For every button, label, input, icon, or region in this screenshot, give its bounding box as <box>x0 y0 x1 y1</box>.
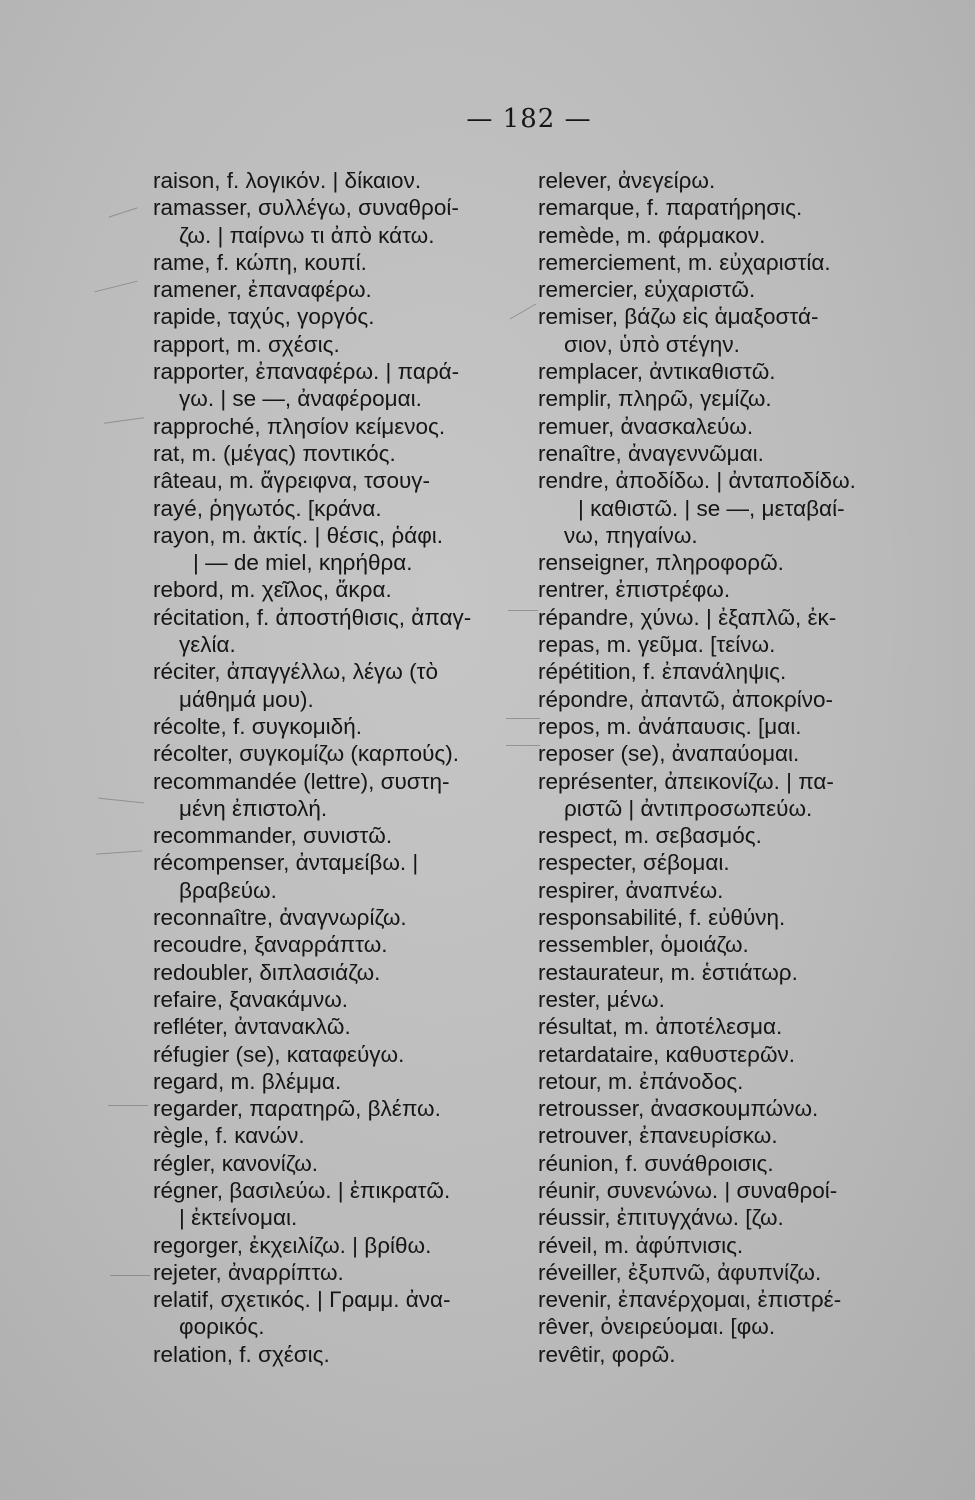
entry-line: recoudre, ξαναρράπτω. <box>153 932 388 958</box>
entry-continuation: ζω. | παίρνω τι ἀπὸ κάτω. <box>179 222 435 248</box>
entry-line: relever, ἀνεγείρω. <box>538 168 716 193</box>
entry-line: remuer, ἀνασκαλεύω. <box>538 413 754 439</box>
pencil-mark <box>98 798 144 804</box>
entry-continuation: μάθημά μου). <box>179 686 314 712</box>
entry-line: retrouver, ἐπανευρίσκω. <box>538 1123 778 1149</box>
entry-line: recommandée (lettre), συστη- <box>153 768 450 794</box>
entry-line: rat, m. (μέγας) ποντικός. <box>153 440 396 466</box>
entry-line: reposer (se), ἀναπαύομαι. <box>538 741 800 767</box>
pencil-mark <box>95 281 138 293</box>
entry-line: récolter, συγκομίζω (καρπούς). <box>153 741 459 767</box>
entry-line: respecter, σέβομαι. <box>538 850 730 876</box>
entry-line: remerciement, m. εὐχαριστία. <box>538 249 831 275</box>
pencil-mark <box>110 1275 150 1276</box>
entry-line: responsabilité, f. εὐθύνη. <box>538 905 786 931</box>
entry-line: rayon, m. ἀκτίς. | θέσις, ῥάφι. <box>153 522 444 548</box>
entry-line: récitation, f. ἀποστήθισις, ἀπαγ- <box>153 604 472 630</box>
entry-line: rester, μένω. <box>538 986 665 1012</box>
entry-line: relatif, σχετικός. | Γραμμ. ἀνα- <box>153 1287 451 1313</box>
entry-line: rebord, m. χεῖλος, ἄκρα. <box>153 577 392 603</box>
entry-continuation: | ἐκτείνομαι. <box>179 1205 298 1231</box>
pencil-mark <box>104 417 144 424</box>
entry-line: rapporter, ἐπαναφέρω. | παρά- <box>153 359 460 385</box>
entry-continuation: | — de miel, κηρήθρα. <box>193 550 413 576</box>
entry-continuation: ριστῶ | ἀντιπροσωπεύω. <box>564 795 813 821</box>
entry-line: rayé, ῥηγωτός. [κράνα. <box>153 495 382 521</box>
entry-line: règle, f. κανών. <box>153 1123 305 1149</box>
entry-line: retardataire, καθυστερῶν. <box>538 1041 796 1067</box>
entry-line: repos, m. ἀνάπαυσις. [μαι. <box>538 713 802 739</box>
entry-line: rapport, m. σχέσις. <box>153 331 340 357</box>
entry-line: retrousser, ἀνασκουμπώνω. <box>538 1096 819 1122</box>
entry-line: rame, f. κώπη, κουπί. <box>153 249 367 275</box>
entry-line: renaître, ἀναγεννῶμαι. <box>538 440 764 466</box>
entry-line: regorger, ἐκχειλίζω. | βρίθω. <box>153 1232 432 1258</box>
page-number: — 182 — <box>466 104 592 134</box>
entry-line: réunion, f. συνάθροισις. <box>538 1150 774 1176</box>
entry-line: revenir, ἐπανέρχομαι, ἐπιστρέ- <box>538 1287 842 1313</box>
entry-line: rapproché, πλησίον κείμενος. <box>153 413 446 439</box>
right-column <box>538 167 918 1368</box>
entry-line: répandre, χύνω. | ἐξαπλῶ, ἐκ- <box>538 604 837 630</box>
entry-line: régner, βασιλεύω. | ἐπικρατῶ. <box>153 1177 451 1203</box>
entry-line: remplir, πληρῶ, γεμίζω. <box>538 386 772 412</box>
entry-line: restaurateur, m. ἑστιάτωρ. <box>538 959 798 985</box>
entry-line: râteau, m. ἄγρειφνα, τσουγ- <box>153 468 430 494</box>
entry-line: renseigner, πληροφορῶ. <box>538 550 784 576</box>
entry-line: remercier, εὐχαριστῶ. <box>538 277 756 303</box>
entry-continuation: φορικός. <box>179 1314 265 1340</box>
entry-line: respect, m. σεβασμός. <box>538 823 762 849</box>
entry-line: réveiller, ἐξυπνῶ, ἀφυπνίζω. <box>538 1259 822 1285</box>
entry-line: résultat, m. ἀποτέλεσμα. <box>538 1014 783 1040</box>
entry-line: respirer, ἀναπνέω. <box>538 877 724 903</box>
entry-line: réciter, ἀπαγγέλλω, λέγω (τὸ <box>153 659 438 685</box>
entry-line: rêver, ὀνειρεύομαι. [φω. <box>538 1314 776 1340</box>
entry-line: remplacer, ἀντικαθιστῶ. <box>538 359 776 385</box>
left-column <box>153 167 533 1368</box>
entry-line: répondre, ἀπαντῶ, ἀποκρίνο- <box>538 686 834 712</box>
entry-line: réunir, συνενώνω. | συναθροί- <box>538 1177 838 1203</box>
entry-line: repas, m. γεῦμα. [τείνω. <box>538 632 776 658</box>
entry-line: rejeter, ἀναρρίπτω. <box>153 1259 344 1285</box>
entry-line: régler, κανονίζω. <box>153 1150 319 1176</box>
entry-line: regard, m. βλέμμα. <box>153 1068 342 1094</box>
entry-line: refaire, ξανακάμνω. <box>153 986 349 1012</box>
entry-line: revêtir, φορῶ. <box>538 1341 676 1367</box>
entry-line: répétition, f. ἐπανάληψις. <box>538 659 787 685</box>
entry-line: rentrer, ἐπιστρέφω. <box>538 577 731 603</box>
entry-line: ramener, ἐπαναφέρω. <box>153 277 372 303</box>
entry-line: ramasser, συλλέγω, συναθροί- <box>153 195 459 221</box>
entry-line: réfugier (se), καταφεύγω. <box>153 1041 405 1067</box>
entry-line: remarque, f. παρατήρησις. <box>538 195 803 221</box>
entry-line: représenter, ἀπεικονίζω. | πα- <box>538 768 834 794</box>
entry-line: raison, f. λογικόν. | δίκαιον. <box>153 168 422 193</box>
entry-continuation: γελία. <box>179 632 236 658</box>
entry-continuation: βραβεύω. <box>179 877 277 903</box>
entry-line: relation, f. σχέσις. <box>153 1341 330 1367</box>
entry-continuation: | καθιστῶ. | se —, μεταβαί- <box>578 495 845 521</box>
pencil-mark <box>109 207 138 217</box>
entry-line: récolte, f. συγκομιδή. <box>153 713 362 739</box>
entry-line: retour, m. ἐπάνοδος. <box>538 1068 744 1094</box>
entry-continuation: νω, πηγαίνω. <box>564 522 698 548</box>
entry-line: rapide, ταχύς, γοργός. <box>153 304 375 330</box>
entry-line: ressembler, ὁμοιάζω. <box>538 932 749 958</box>
entry-line: rendre, ἀποδίδω. | ἀνταποδίδω. <box>538 468 856 494</box>
entry-line: réussir, ἐπιτυγχάνω. [ζω. <box>538 1205 784 1231</box>
pencil-mark <box>108 1105 148 1106</box>
entry-line: réveil, m. ἀφύπνισις. <box>538 1232 744 1258</box>
entry-line: remède, m. φάρμακον. <box>538 222 766 248</box>
entry-line: récompenser, ἀνταμείβω. | <box>153 850 419 876</box>
entry-continuation: σιον, ὑπὸ στέγην. <box>564 331 740 357</box>
entry-line: reconnaître, ἀναγνωρίζω. <box>153 905 407 931</box>
entry-continuation: γω. | se —, ἀναφέρομαι. <box>179 386 422 412</box>
entry-line: remiser, βάζω εἰς ἁμαξοστά- <box>538 304 819 330</box>
pencil-mark <box>96 850 142 854</box>
entry-continuation: μένη ἐπιστολή. <box>179 795 328 821</box>
entry-line: regarder, παρατηρῶ, βλέπω. <box>153 1096 441 1122</box>
entry-line: redoubler, διπλασιάζω. <box>153 959 381 985</box>
entry-line: refléter, ἀντανακλῶ. <box>153 1014 351 1040</box>
entry-line: recommander, συνιστῶ. <box>153 823 393 849</box>
